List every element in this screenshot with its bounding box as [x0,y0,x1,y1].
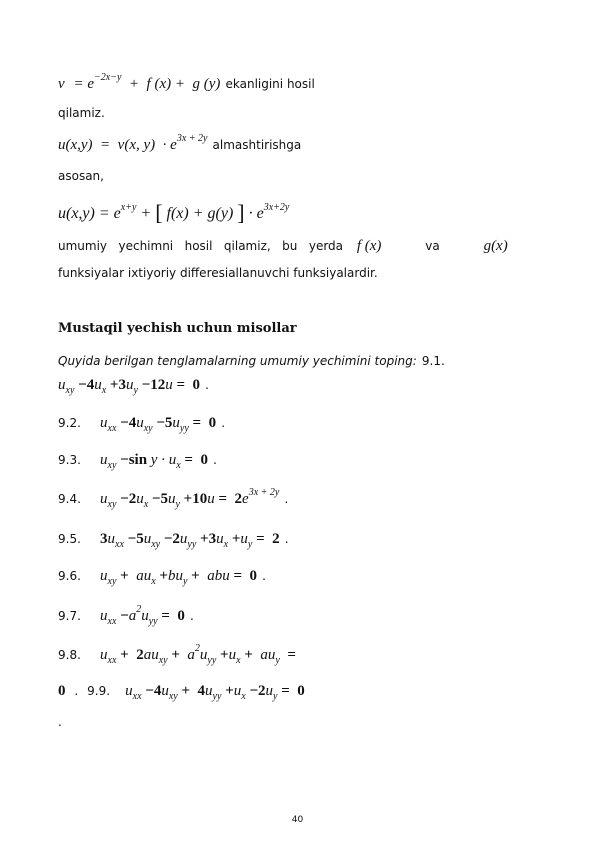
exercise-2: 9.2. $u_{xx} -4u_{xy} -5u_{yy} = 0$ . [58,415,226,434]
text-qilamiz: qilamiz. [58,106,105,120]
exercise-number-8: 9.8. [58,648,81,662]
formula-v: v [58,76,65,92]
exercise-9: 0 . 9.9. $u_{xx} -4u_{xy} + 4u_{yy} +u_x -2u_y = 0$ [58,683,305,702]
trailing-dot: . [58,715,62,729]
exercise-8: 9.8. $u_{xx} + 2au_{xy} + a^2u_{yy} +u_x + au_y$ = [58,643,296,666]
exercise-5: 9.5. $3u_{xx} -5u_{xy} -2u_{yy} +3u_x +u_y = 2$ . [58,531,289,550]
section-title: Mustaqil yechish uchun misollar [58,321,297,336]
text-almashtirishga: almashtirishga [212,138,302,152]
exercise-number-6: 9.6. [58,569,81,583]
exercise-6: 9.6. $u_{xy} + au_x +bu_y$ + abu = 0 . [58,568,266,587]
exercise-number-4: 9.4. [58,492,81,506]
text-ekanligini: ekanligini hosil [225,77,315,91]
exercise-3: 9.3. $u_{xy} -\sin$ $y \cdot u_x = 0$ . [58,452,217,471]
exercise-number-1: 9.1. [421,354,445,368]
exercise-number-7: 9.7. [58,609,81,623]
formula-line-1: $v = e^{-2x-y} + f$ (x) + g (y) ekanligini hosil [58,72,315,92]
formula-line-3: u(x,y) = v(x, $y) \cdot e^{3x + 2y}$ almashtirishga [58,133,302,153]
exercise-number-3: 9.3. [58,453,81,467]
exercise-intro: Quyida berilgan tenglamalarning umumiy yechimini toping: [58,354,417,368]
text-line-6: umumiy yechimni hosil qilamiz, bu yerda f (x) va g(x) [58,238,508,254]
exercise-intro-line [58,350,445,369]
exercise-number-5: 9.5. [58,532,81,546]
page-number: 40 [291,815,304,825]
exercise-number-2: 9.2. [58,416,81,430]
exercise-1-equation: $u_{xy} -4u_x +3u_y -12u = 0$ . [58,377,209,396]
formula-line-5: $u(x,y) = e^{x+y}$ + [ f(x) + g(y) ] · $e^{3x+2y}$ [58,200,290,225]
exercise-number-9: 9.9. [87,684,111,698]
text-funksiyalar: funksiyalar ixtiyoriy differesiallanuvchi funksiyalardir. [58,266,378,280]
exercise-4: 9.4. $u_{xy} -2u_x -5u_y +10u = 2e^{3x + 2y}$ . [58,487,289,510]
exercise-7: 9.7. $u_{xx} -a^2u_{yy} = 0$ . [58,604,194,627]
text-asosan: asosan, [58,169,104,183]
